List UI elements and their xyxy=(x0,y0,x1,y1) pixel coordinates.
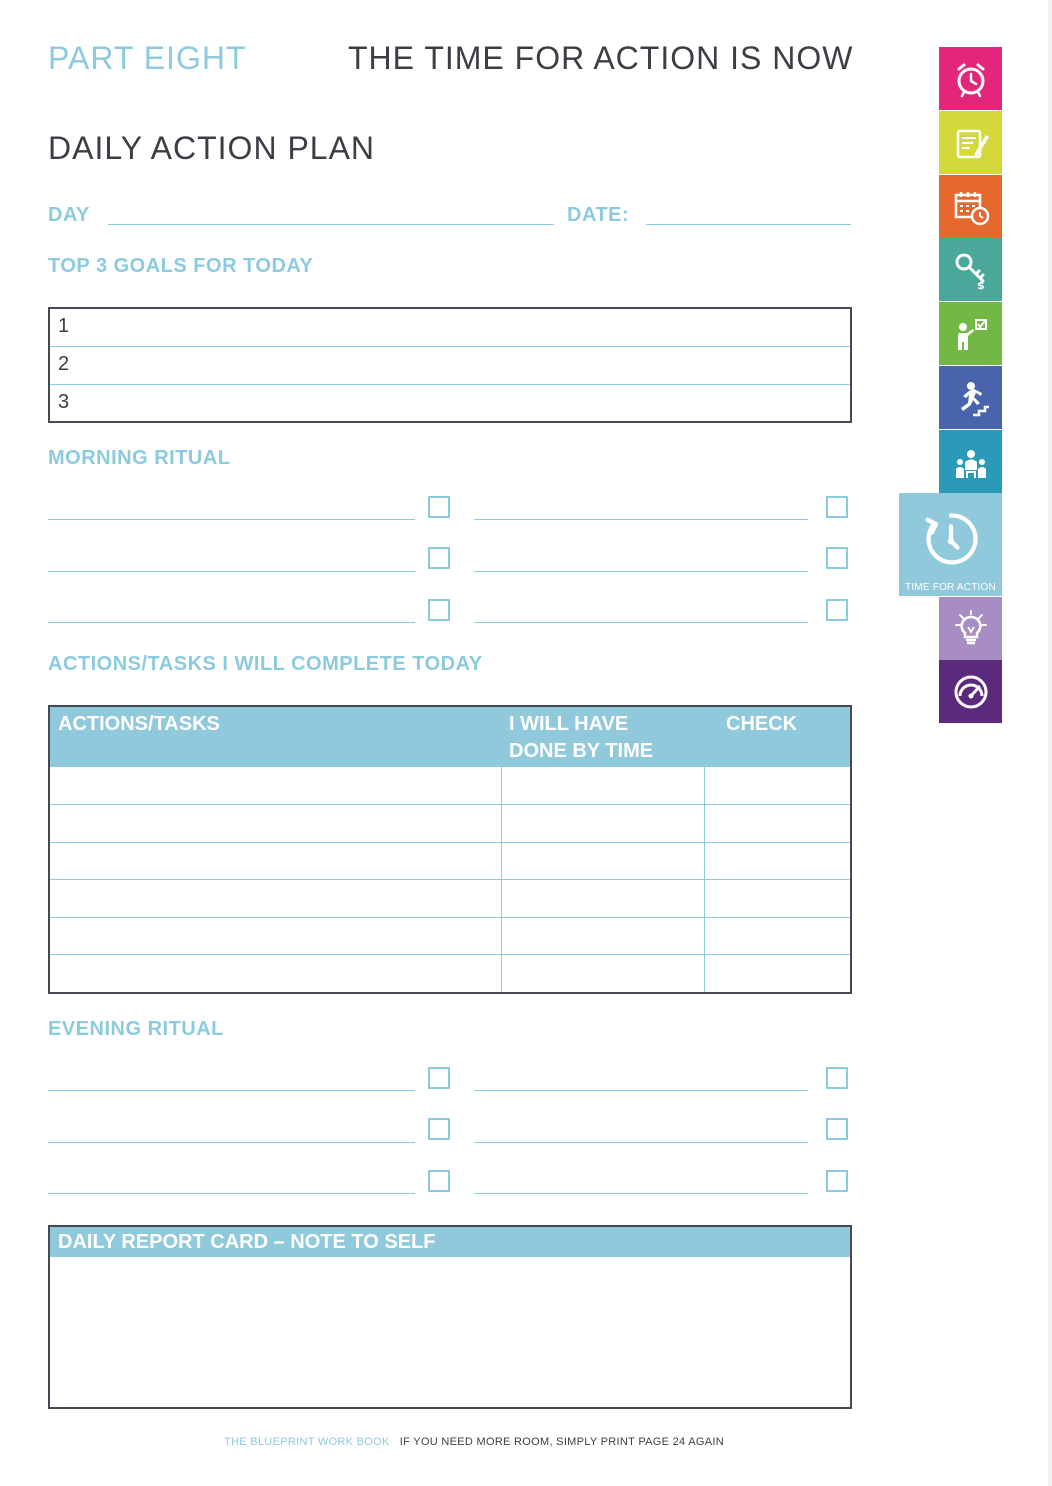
part-label: PART EIGHT xyxy=(48,40,247,76)
side-tab-presenter[interactable] xyxy=(939,302,1002,365)
side-tab-notepad[interactable] xyxy=(939,111,1002,174)
evening-ritual-checkbox[interactable] xyxy=(428,1118,450,1140)
morning-ritual-line[interactable] xyxy=(48,519,415,520)
speedometer-icon xyxy=(951,672,991,712)
morning-ritual-checkbox[interactable] xyxy=(826,496,848,518)
morning-ritual-line[interactable] xyxy=(48,622,415,623)
clock-arrow-icon xyxy=(919,507,983,571)
morning-ritual-line[interactable] xyxy=(48,571,415,572)
morning-ritual-line[interactable] xyxy=(474,622,808,623)
morning-ritual-checkbox[interactable] xyxy=(428,496,450,518)
goal-number: 1 xyxy=(58,315,70,337)
evening-ritual-checkbox[interactable] xyxy=(826,1067,848,1089)
col-header-actions: ACTIONS/TASKS xyxy=(58,713,220,735)
calendar-clock-icon xyxy=(951,187,991,227)
tasks-table xyxy=(48,705,852,994)
evening-ritual-checkbox[interactable] xyxy=(826,1118,848,1140)
evening-ritual-line[interactable] xyxy=(48,1090,415,1091)
side-tab-alarm[interactable] xyxy=(939,47,1002,110)
page-edge xyxy=(1048,0,1052,1486)
row-divider xyxy=(50,879,850,880)
side-tab-people[interactable] xyxy=(939,430,1002,493)
morning-ritual-line[interactable] xyxy=(474,571,808,572)
day-field[interactable] xyxy=(108,224,554,225)
time-for-action-label: TIME FOR ACTION xyxy=(905,582,996,593)
report-card-title: DAILY REPORT CARD – NOTE TO SELF xyxy=(58,1231,436,1253)
goal-row-1[interactable] xyxy=(50,309,850,347)
notepad-pen-icon xyxy=(951,123,991,163)
morning-ritual-line[interactable] xyxy=(474,519,808,520)
side-tab-key[interactable] xyxy=(939,238,1002,301)
goal-row-2[interactable] xyxy=(50,347,850,385)
goal-number: 3 xyxy=(58,391,70,413)
alarm-clock-icon xyxy=(951,59,991,99)
col-header-time xyxy=(509,711,653,765)
footer-note: IF YOU NEED MORE ROOM, SIMPLY PRINT PAGE 24 AGAIN xyxy=(399,1436,724,1448)
day-label: DAY xyxy=(48,204,90,226)
footer xyxy=(0,1436,948,1448)
goal-number: 2 xyxy=(58,353,70,375)
evening-ritual-checkbox[interactable] xyxy=(428,1067,450,1089)
side-tab-runner[interactable] xyxy=(939,366,1002,429)
morning-ritual-label: MORNING RITUAL xyxy=(48,447,231,469)
runner-stairs-icon xyxy=(951,378,991,418)
column-divider xyxy=(501,707,502,992)
col-header-time-line1: I WILL HAVE xyxy=(509,713,629,735)
lightbulb-icon xyxy=(951,609,991,649)
page-heading: THE TIME FOR ACTION IS NOW xyxy=(348,40,854,76)
goals-label: TOP 3 GOALS FOR TODAY xyxy=(48,255,314,277)
goal-row-3[interactable] xyxy=(50,385,850,423)
plan-title: DAILY ACTION PLAN xyxy=(48,130,376,166)
morning-ritual-checkbox[interactable] xyxy=(428,547,450,569)
svg-text:$: $ xyxy=(976,278,985,290)
morning-ritual-checkbox[interactable] xyxy=(826,547,848,569)
morning-ritual-checkbox[interactable] xyxy=(826,599,848,621)
goals-box xyxy=(48,307,852,423)
key-dollar-icon xyxy=(951,250,991,290)
report-card-header xyxy=(50,1227,850,1257)
morning-ritual-checkbox[interactable] xyxy=(428,599,450,621)
presenter-check-icon xyxy=(951,314,991,354)
row-divider xyxy=(50,804,850,805)
evening-ritual-label: EVENING RITUAL xyxy=(48,1018,224,1040)
date-label: DATE: xyxy=(567,204,630,226)
evening-ritual-checkbox[interactable] xyxy=(428,1170,450,1192)
side-tab-calendar[interactable] xyxy=(939,175,1002,238)
row-divider xyxy=(50,842,850,843)
evening-ritual-line[interactable] xyxy=(474,1142,808,1143)
evening-ritual-line[interactable] xyxy=(474,1193,808,1194)
column-divider xyxy=(704,707,705,992)
side-tab-lightbulb[interactable] xyxy=(939,597,1002,660)
row-divider xyxy=(50,954,850,955)
tasks-table-header xyxy=(50,707,850,767)
date-field[interactable] xyxy=(646,224,851,225)
people-group-icon xyxy=(951,442,991,482)
side-tab-time-for-action[interactable] xyxy=(899,493,1002,596)
footer-brand: THE BLUEPRINT WORK BOOK xyxy=(224,1436,390,1448)
report-card-box[interactable] xyxy=(48,1225,852,1409)
evening-ritual-line[interactable] xyxy=(474,1090,808,1091)
tasks-section-label: ACTIONS/TASKS I WILL COMPLETE TODAY xyxy=(48,653,483,675)
evening-ritual-checkbox[interactable] xyxy=(826,1170,848,1192)
col-header-time-line2: DONE BY TIME xyxy=(509,740,654,762)
col-header-check: CHECK xyxy=(726,713,798,735)
side-tab-speedometer[interactable] xyxy=(939,660,1002,723)
evening-ritual-line[interactable] xyxy=(48,1193,415,1194)
evening-ritual-line[interactable] xyxy=(48,1142,415,1143)
row-divider xyxy=(50,917,850,918)
